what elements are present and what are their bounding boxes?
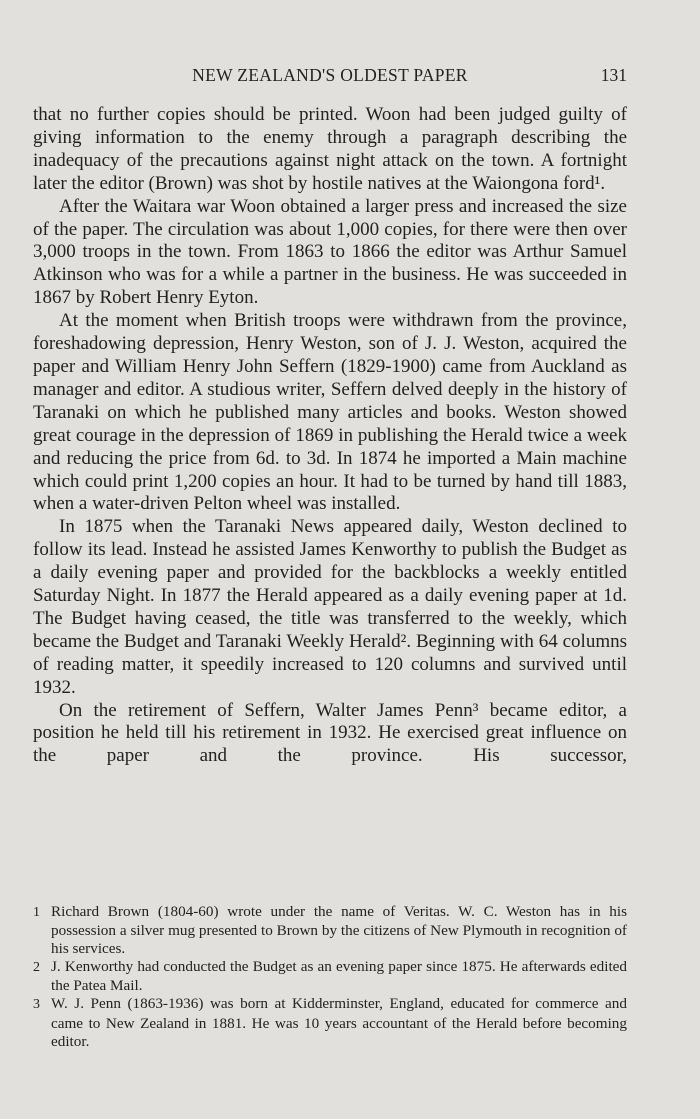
- footnote-text: J. Kenworthy had conducted the Budget as an evening paper since 1875. He afterwards edited the Patea Mail.: [51, 958, 627, 995]
- paragraph-4: In 1875 when the Taranaki News appeared daily, Weston declined to follow its lead. Instead he assisted James Kenworthy to publish the Budget as a daily evening paper and provided for the backblocks a weekly entitled Saturday Night. In 1877 the Herald appeared as a daily evening paper at 1d. The Budget having ceased, the title was transferred to the weekly, which became the Budget and Taranaki Weekly Herald². Beginning with 64 columns of reading matter, it speedily increased to 120 columns and survived until 1932.: [33, 516, 627, 698]
- footnote-2: [33, 958, 627, 995]
- running-head: NEW ZEALAND'S OLDEST PAPER: [192, 65, 468, 85]
- footnote-1: [33, 903, 627, 958]
- footnote-marker: 3: [33, 997, 40, 1013]
- paragraph-3: At the moment when British troops were withdrawn from the province, foreshadowing depression, Henry Weston, son of J. J. Weston, acquired the paper and William Henry John Seffern (1829-1900) came from Auckland as manager and editor. A studious writer, Seffern delved deeply in the history of Taranaki on which he published many articles and books. Weston showed great courage in the depression of 1869 in publishing the Herald twice a week and reducing the price from 6d. to 3d. In 1874 he imported a Main machine which could print 1,200 copies an hour. It had to be turned by hand till 1883, when a water-driven Pelton wheel was installed.: [33, 310, 627, 515]
- paragraph-1: that no further copies should be printed. Woon had been judged guilty of giving information to the enemy through a paragraph describing the inadequacy of the precautions against night attack on the town. A fortnight later the editor (Brown) was shot by hostile natives at the Waiongona ford¹.: [33, 104, 627, 194]
- footnote-marker: 2: [33, 960, 40, 976]
- footnote-3: [33, 995, 627, 1050]
- footnote-marker: 1: [33, 905, 40, 920]
- footnote-text: Richard Brown (1804-60) wrote under the name of Veritas. W. C. Weston has in his possession a silver mug presented to Brown by the citizens of New Plymouth in recognition of his services.: [51, 903, 627, 958]
- page-header: [33, 63, 627, 87]
- footnote-text: W. J. Penn (1863-1936) was born at Kidderminster, England, educated for commerce and came to New Zealand in 1881. He was 10 years accountant of the Herald before becoming editor.: [51, 995, 627, 1050]
- body-text: [33, 104, 627, 768]
- paragraph-5: On the retirement of Seffern, Walter James Penn³ became editor, a position he held till his retirement in 1932. He exercised great influence on the paper and the province. His successor,: [33, 699, 627, 767]
- footnotes: [33, 903, 627, 1051]
- page-number: 131: [600, 65, 627, 85]
- paragraph-2: After the Waitara war Woon obtained a larger press and increased the size of the paper. The circulation was about 1,000 copies, for there were then over 3,000 troops in the town. From 1863 to 1866 the editor was Arthur Samuel Atkinson who was for a while a partner in the business. He was succeeded in 1867 by Robert Henry Eyton.: [33, 195, 627, 309]
